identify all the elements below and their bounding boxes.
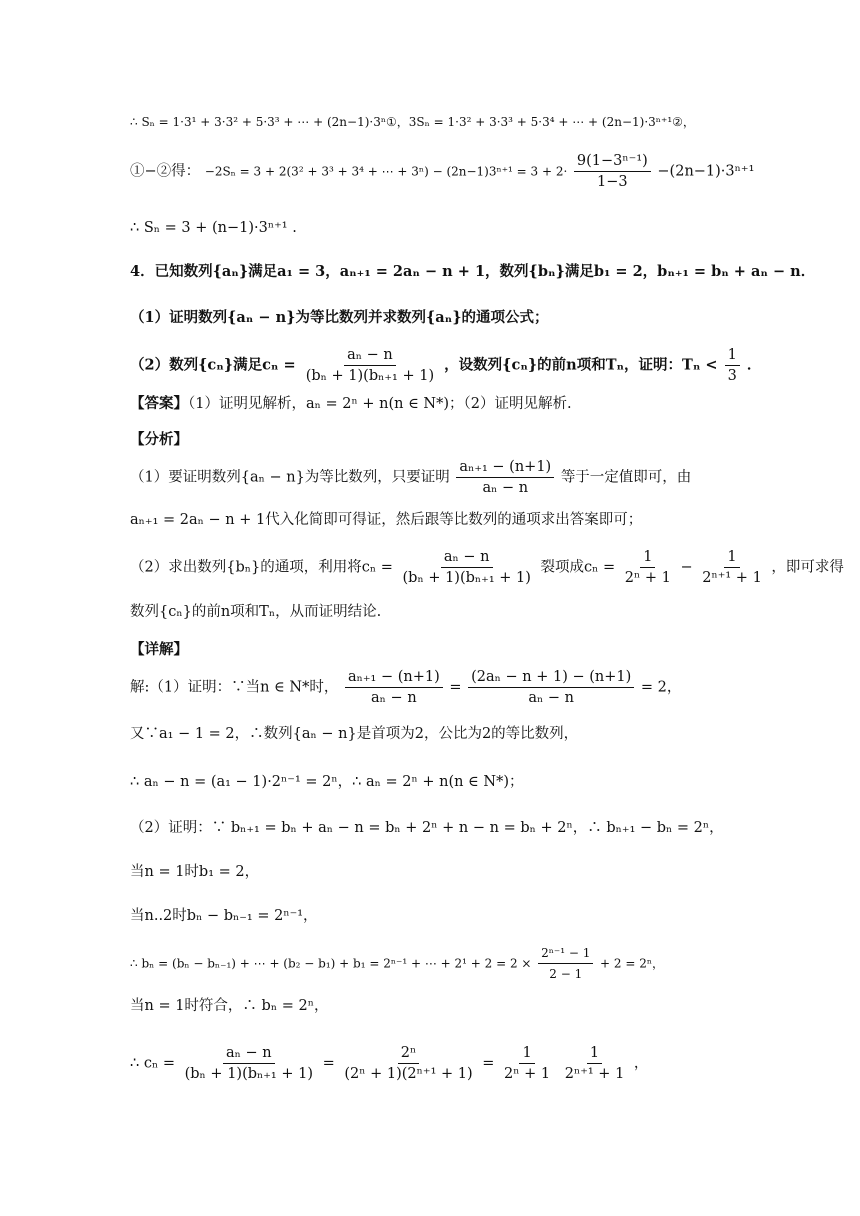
- fraction-numerator: aₙ − n: [223, 1044, 275, 1064]
- analysis-line-1: [130, 458, 691, 497]
- detail-ratio-fraction: [345, 668, 443, 707]
- fraction-denominator: aₙ − n: [371, 690, 417, 706]
- subtraction-label: ①−②得：: [130, 163, 201, 180]
- ratio-fraction: [456, 458, 554, 497]
- detail-5-text: 当n = 1时b₁ = 2，: [130, 864, 260, 880]
- detail-line-1: [130, 668, 681, 707]
- detail-4-text: （2）证明：∵ bₙ₊₁ = bₙ + aₙ − n = bₙ + 2ⁿ + n − n = bₙ + 2ⁿ，∴ bₙ₊₁ − bₙ = 2ⁿ，: [130, 820, 724, 836]
- question-4-part-2-lead: （2）数列{cₙ}满足cₙ =: [130, 356, 296, 374]
- fraction-denominator: (bₙ + 1)(bₙ₊₁ + 1): [305, 368, 435, 384]
- cn-fraction-3: [501, 1044, 553, 1083]
- fraction-numerator: 1: [587, 1044, 602, 1064]
- question-4-part-2: [130, 346, 761, 385]
- question-4-text: 4．已知数列{aₙ}满足a₁ = 3，aₙ₊₁ = 2aₙ − n + 1，数列{bₙ}满足b₁ = 2，bₙ₊₁ = bₙ + aₙ − n．: [130, 263, 816, 280]
- cn-fraction-4: [562, 1044, 628, 1083]
- answer-line: [130, 394, 572, 414]
- fraction-numerator: aₙ₊₁ − (n+1): [456, 458, 554, 478]
- analysis-3-mid: 裂项成cₙ =: [540, 559, 616, 576]
- fraction-denominator: 2ⁿ⁺¹ + 1: [564, 1066, 625, 1082]
- fraction-denominator: (bₙ + 1)(bₙ₊₁ + 1): [402, 570, 531, 586]
- fraction-denominator: (bₙ + 1)(bₙ₊₁ + 1): [184, 1066, 313, 1082]
- analysis-2-text: aₙ₊₁ = 2aₙ − n + 1代入化简即可得证，然后跟等比数列的通项求出答案即可；: [130, 512, 643, 528]
- detail-heading: [130, 640, 188, 660]
- cn-fraction: [400, 548, 534, 587]
- analysis-1-lead: （1）要证明数列{aₙ − n}为等比数列，只要证明: [130, 469, 450, 486]
- fraction-numerator: 1: [724, 548, 739, 568]
- fraction-denominator: aₙ − n: [528, 690, 574, 706]
- fraction-denominator: 3: [727, 368, 737, 384]
- question-4-part-2-mid: ，设数列{cₙ}的前n项和Tₙ，证明：Tₙ <: [444, 356, 718, 374]
- fraction-numerator: 2ⁿ: [398, 1044, 420, 1064]
- equals-sign: =: [322, 1055, 335, 1072]
- analysis-line-4: [130, 602, 381, 622]
- answer-text: （1）证明见解析，aₙ = 2ⁿ + n(n ∈ N*)；（2）证明见解析.: [188, 396, 572, 412]
- fraction-denominator: (2ⁿ + 1)(2ⁿ⁺¹ + 1): [344, 1066, 473, 1082]
- sum-result-line: [130, 218, 297, 238]
- question-4-part-2-end: ．: [746, 356, 762, 374]
- fraction-numerator: 9(1−3ⁿ⁻¹): [574, 152, 651, 172]
- fraction-denominator: 2ⁿ + 1: [624, 570, 671, 586]
- fraction-numerator: aₙ − n: [441, 548, 493, 568]
- detail-1-lead: 解:（1）证明：∵当n ∈ N*时，: [130, 679, 339, 696]
- detail-tag: 【详解】: [130, 641, 188, 658]
- subtraction-expression: −2Sₙ = 3 + 2(3² + 3³ + 3⁴ + ⋯ + 3ⁿ) − (2n−1)3ⁿ⁺¹ = 3 + 2·: [204, 164, 568, 179]
- equals-sign: =: [449, 679, 462, 696]
- cn-definition-fraction: [303, 346, 437, 385]
- detail-line-4: [130, 818, 724, 838]
- detail-3-text: ∴ aₙ − n = (a₁ − 1)·2ⁿ⁻¹ = 2ⁿ，∴ aₙ = 2ⁿ + n(n ∈ N*)；: [130, 774, 524, 790]
- detail-9-lead: ∴ cₙ =: [130, 1055, 175, 1072]
- fraction-denominator: 2 − 1: [549, 967, 583, 981]
- fraction-numerator: 1: [640, 548, 655, 568]
- detail-8-text: 当n = 1时符合，∴ bₙ = 2ⁿ，: [130, 998, 329, 1014]
- detail-line-9: [130, 1044, 648, 1083]
- detail-line-8: [130, 996, 328, 1016]
- detail-line-7: [130, 944, 664, 983]
- answer-tag: 【答案】: [130, 395, 188, 412]
- question-4-part-1: [130, 308, 549, 328]
- detail-line-5: [130, 862, 259, 882]
- sum-result-text: ∴ Sₙ = 3 + (n−1)·3ⁿ⁺¹ .: [130, 220, 297, 236]
- fraction-numerator: 1: [519, 1044, 534, 1064]
- analysis-line-3: [130, 548, 844, 587]
- sum-expansion-line: [130, 112, 695, 132]
- subtraction-tail: −(2n−1)·3ⁿ⁺¹: [657, 163, 755, 180]
- subtraction-line: [130, 152, 754, 191]
- analysis-heading: [130, 430, 188, 450]
- geometric-sum-fraction: [538, 944, 593, 983]
- detail-6-text: 当n..2时bₙ − bₙ₋₁ = 2ⁿ⁻¹，: [130, 908, 318, 924]
- detail-substituted-fraction: [468, 668, 634, 707]
- analysis-line-2: [130, 510, 642, 530]
- sum-expansion-text: ∴ Sₙ = 1·3¹ + 3·3² + 5·3³ + ⋯ + (2n−1)·3ⁿ①，3Sₙ = 1·3² + 3·3³ + 5·3⁴ + ⋯ + (2n−1)·3ⁿ⁺¹②，: [130, 115, 695, 129]
- fraction-numerator: 2ⁿ⁻¹ − 1: [538, 944, 593, 964]
- analysis-3-lead: （2）求出数列{bₙ}的通项，利用将cₙ =: [130, 559, 393, 576]
- one-third-fraction: [725, 346, 740, 385]
- minus-sign: −: [680, 559, 693, 576]
- subtraction-fraction: [574, 152, 651, 191]
- cn-fraction-2: [341, 1044, 475, 1083]
- detail-line-3: [130, 772, 524, 792]
- fraction-numerator: aₙ − n: [344, 346, 396, 366]
- detail-9-end: ，: [633, 1055, 649, 1072]
- detail-2-text: 又∵a₁ − 1 = 2，∴数列{aₙ − n}是首项为2，公比为2的等比数列，: [130, 726, 579, 742]
- split-fraction-1: [622, 548, 674, 587]
- question-4-stem: [130, 262, 815, 282]
- fraction-denominator: 2ⁿ⁺¹ + 1: [702, 570, 762, 586]
- cn-fraction-1: [182, 1044, 316, 1083]
- detail-line-2: [130, 724, 578, 744]
- fraction-numerator: 1: [725, 346, 740, 366]
- fraction-numerator: (2aₙ − n + 1) − (n+1): [468, 668, 634, 688]
- detail-7-tail: + 2 = 2ⁿ，: [600, 956, 665, 971]
- split-fraction-2: [699, 548, 765, 587]
- detail-7-lead: ∴ bₙ = (bₙ − bₙ₋₁) + ⋯ + (b₂ − b₁) + b₁ = 2ⁿ⁻¹ + ⋯ + 2¹ + 2 = 2 ×: [130, 956, 532, 971]
- detail-line-6: [130, 906, 318, 926]
- analysis-1-tail: 等于一定值即可，由: [560, 469, 692, 486]
- fraction-denominator: 1−3: [597, 174, 628, 190]
- question-4-part-1-text: （1）证明数列{aₙ − n}为等比数列并求数列{aₙ}的通项公式；: [130, 309, 549, 326]
- analysis-tag: 【分析】: [130, 431, 188, 448]
- fraction-denominator: 2ⁿ + 1: [504, 1066, 551, 1082]
- equals-sign: =: [482, 1055, 495, 1072]
- fraction-denominator: aₙ − n: [482, 480, 529, 496]
- analysis-4-text: 数列{cₙ}的前n项和Tₙ，从而证明结论.: [130, 604, 382, 620]
- analysis-3-tail: ，即可求得: [771, 559, 844, 576]
- detail-1-tail: = 2，: [640, 679, 682, 696]
- fraction-numerator: aₙ₊₁ − (n+1): [345, 668, 443, 688]
